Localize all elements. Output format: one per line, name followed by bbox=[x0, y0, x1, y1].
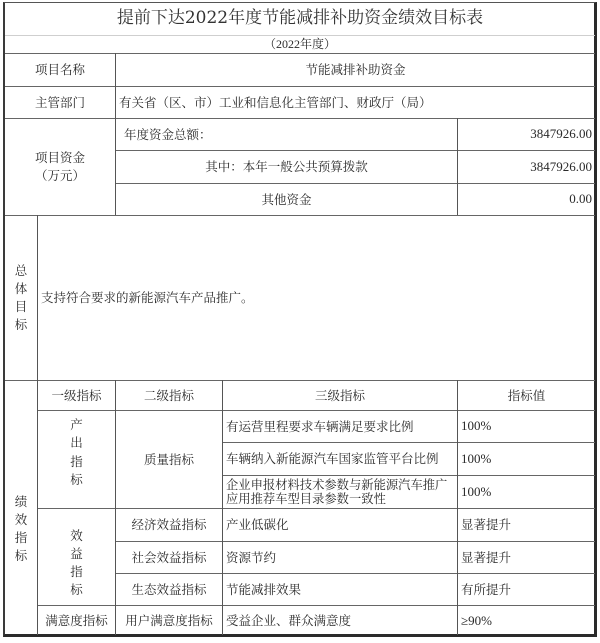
level3-item: 车辆纳入新能源汽车国家监管平台比例 bbox=[226, 451, 439, 467]
label-char: 效 bbox=[70, 527, 83, 543]
funds-other-label: 其他资金 bbox=[261, 191, 312, 207]
level2-ecological: 生态效益指标 bbox=[131, 581, 207, 597]
label-char: 益 bbox=[70, 545, 83, 561]
project-name-value: 节能减排补助资金 bbox=[305, 62, 406, 78]
funds-other-value: 0.00 bbox=[569, 191, 592, 207]
label-char: 标 bbox=[70, 471, 83, 487]
label-char: 出 bbox=[70, 435, 83, 451]
funds-label bbox=[5, 119, 115, 215]
dept-value: 有关省（区、市）工业和信息化主管部门、财政厅（局） bbox=[119, 94, 432, 110]
indicator-value: 100% bbox=[461, 483, 492, 499]
label-char: 目 bbox=[14, 299, 28, 314]
overall-goal-text: 支持符合要求的新能源汽车产品推广。 bbox=[41, 290, 254, 306]
level1-benefit bbox=[38, 509, 115, 605]
indicator-value: 有所提升 bbox=[461, 581, 512, 597]
indicator-value: 100% bbox=[461, 450, 492, 466]
label-char: 标 bbox=[70, 582, 83, 598]
label-char: 指 bbox=[14, 530, 28, 545]
funds-label-line1: 项目资金 bbox=[34, 149, 85, 165]
label-char: 指 bbox=[70, 453, 83, 469]
funds-budget-label: 其中：本年一般公共预算拨款 bbox=[205, 159, 368, 175]
level3-item: 企业申报材料技术参数与新能源汽车推广应用推荐车型目录参数一致性 bbox=[226, 477, 448, 506]
indicator-value: 100% bbox=[461, 418, 492, 434]
overall-goal-label bbox=[5, 216, 37, 380]
label-char: 产 bbox=[70, 417, 83, 433]
indicator-value: 显著提升 bbox=[461, 517, 512, 533]
level1-satisfaction: 满意度指标 bbox=[45, 613, 108, 629]
performance-label bbox=[5, 381, 37, 637]
label-char: 标 bbox=[14, 317, 28, 333]
label-char: 总 bbox=[14, 262, 28, 278]
label-char: 效 bbox=[14, 511, 28, 527]
label-char: 体 bbox=[14, 280, 28, 296]
header-value: 指标值 bbox=[507, 387, 546, 403]
level2-social: 社会效益指标 bbox=[131, 549, 207, 565]
level3-item: 有运营里程要求车辆满足要求比例 bbox=[226, 418, 414, 434]
header-level2: 二级指标 bbox=[143, 387, 194, 403]
funds-total-value: 3847926.00 bbox=[530, 126, 592, 142]
level1-output bbox=[38, 411, 115, 508]
label-char: 指 bbox=[70, 564, 83, 579]
level2-economic: 经济效益指标 bbox=[131, 517, 207, 533]
level3-item: 节能减排效果 bbox=[226, 581, 302, 597]
label-char: 绩 bbox=[14, 493, 28, 509]
level3-item: 资源节约 bbox=[226, 549, 277, 565]
project-name-label: 项目名称 bbox=[34, 62, 85, 78]
dept-label: 主管部门 bbox=[34, 94, 85, 110]
level3-item: 产业低碳化 bbox=[226, 517, 289, 533]
level2-user-satisfaction: 用户满意度指标 bbox=[125, 613, 213, 629]
funds-label-line2: （万元） bbox=[34, 168, 85, 183]
level2-quality: 质量指标 bbox=[143, 451, 194, 467]
funds-total-label: 年度资金总额： bbox=[124, 126, 212, 142]
header-level1: 一级指标 bbox=[51, 387, 102, 403]
level3-item: 受益企业、群众满意度 bbox=[226, 613, 352, 629]
year-note: （2022年度） bbox=[263, 37, 336, 51]
indicator-value: ≥90% bbox=[461, 612, 492, 628]
indicator-value: 显著提升 bbox=[461, 549, 512, 565]
document-title: 提前下达2022年度节能减排补助资金绩效目标表 bbox=[116, 8, 484, 29]
funds-budget-value: 3847926.00 bbox=[530, 158, 592, 174]
header-level3: 三级指标 bbox=[314, 387, 365, 403]
label-char: 标 bbox=[14, 548, 28, 564]
